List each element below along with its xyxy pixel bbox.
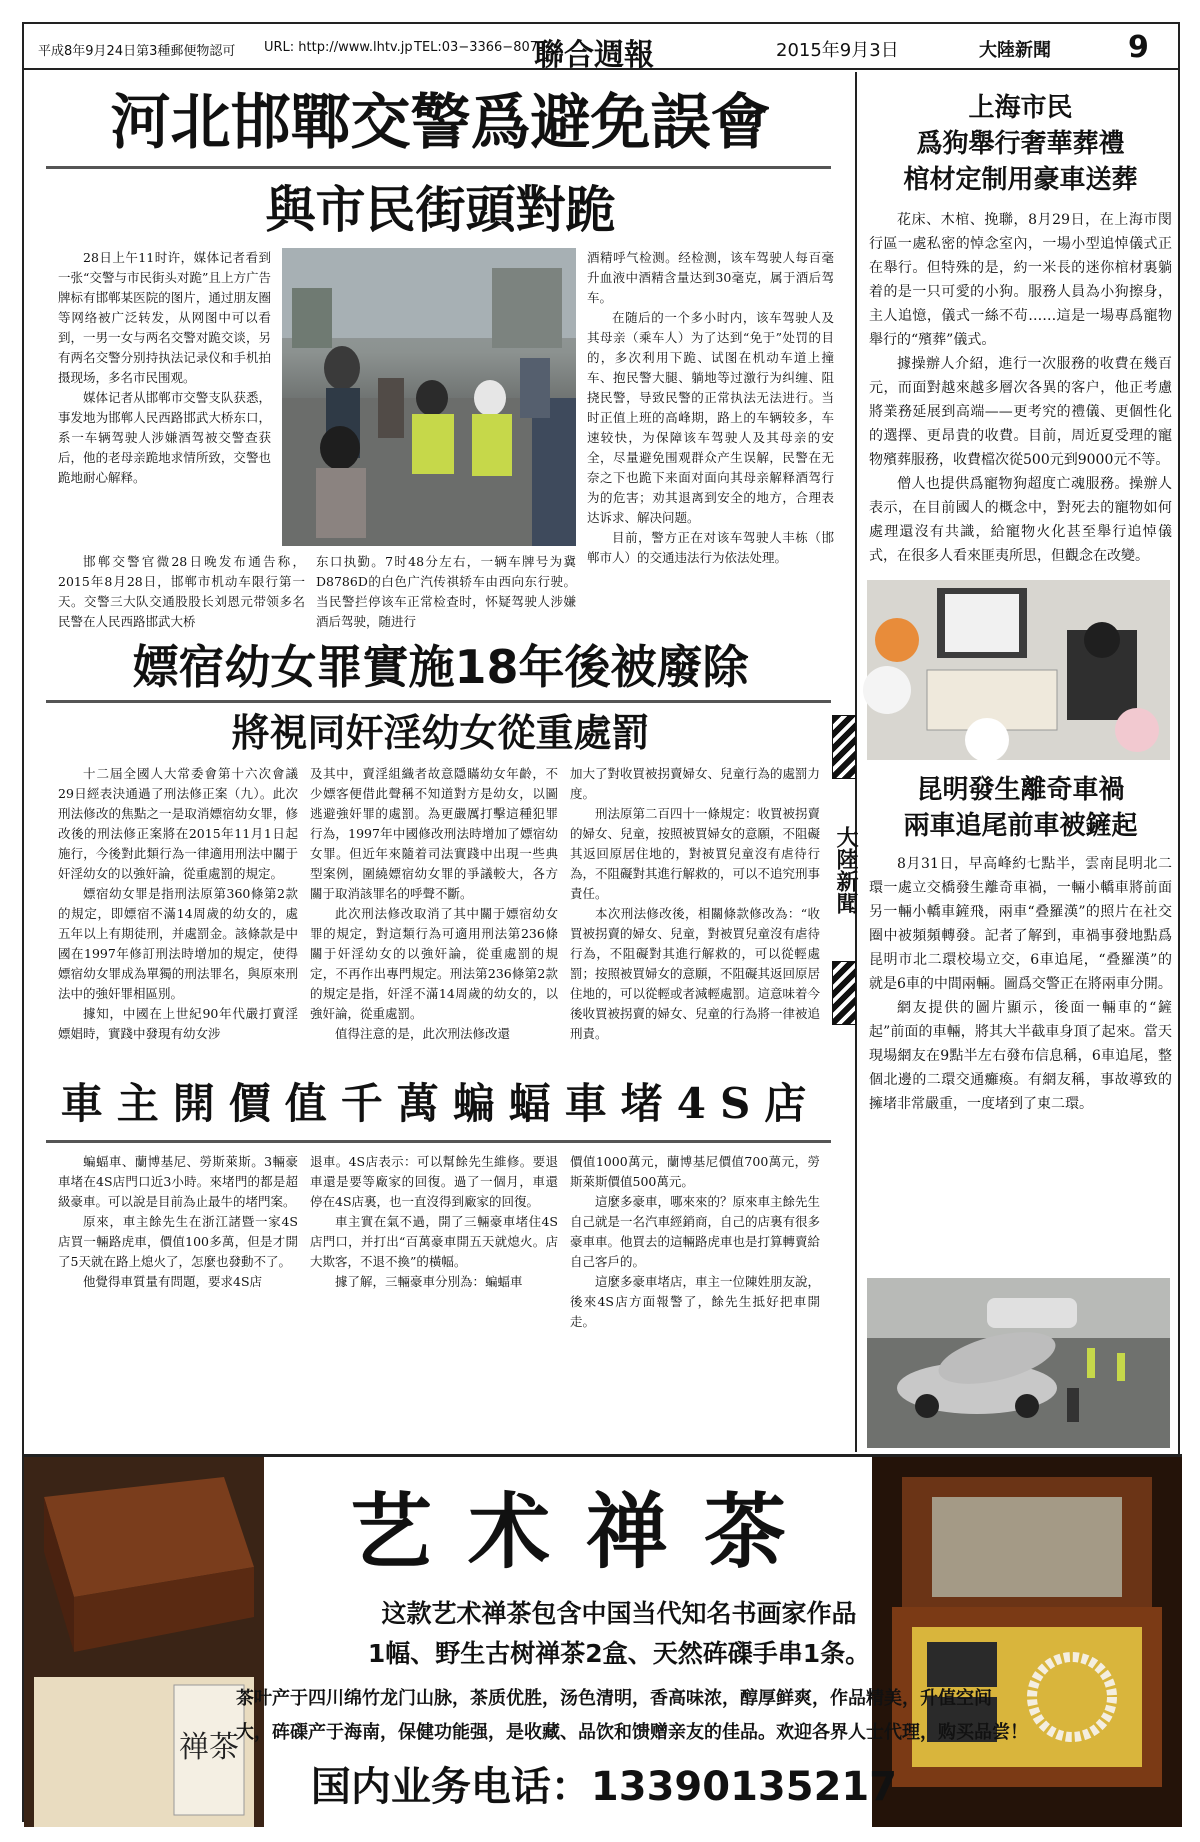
website-url[interactable]: URL: http://www.lhtv.jp — [264, 40, 413, 55]
postal-permit: 平成8年9月24日第3種郵便物認可 — [38, 44, 236, 59]
pet-funeral-illustration — [867, 580, 1170, 760]
vertical-section-text: 大陸新聞 — [833, 826, 858, 914]
ad-phone-number[interactable]: 13390135217 — [590, 1764, 898, 1810]
article2-subheadline: 將視同奸淫幼女從重處罰 — [231, 710, 650, 755]
article3-col2: 退車。4S店表示：可以幫餘先生維修。要退車還是要等廠家的回復。過了一個月，車還停在4S店裏，也一直沒得到廠家的回復。 車主實在氣不過，開了三輛豪車堵住4S店門口，并打出“百萬豪車開五天就熄火。店大欺客，不退不換”的橫幅。 據了解，三輛豪車分別為：蝙蝠車 — [310, 1154, 558, 1289]
newspaper-page — [22, 22, 1180, 1822]
side2-photo-car-crash — [867, 1278, 1170, 1448]
article1-bottom-col1: 邯郸交警官微28日晚发布通告称，2015年8月28日，邯郸市机动车限行第一天。交警三大队交通股股长刘恩元带领多名民警在人民西路邯武大桥 — [58, 554, 305, 629]
article2-headline: 嫖宿幼女罪實施18年後被廢除 — [132, 640, 749, 694]
tea-advertisement — [24, 1454, 1182, 1824]
article3-col3: 價值1000萬元，蘭博基尼價值700萬元，勞斯萊斯價值500萬元。 這麼多豪車，哪來來的？原來車主餘先生自己就是一名汽車經銷商，自己的店裏有很多豪車車。他買去的這輛路虎車也是打算轉賣給自己客戶的。 這麼多豪車堵店，車主一位陳姓朋友說，後來4S店方面報警了，餘先生抵好把車開走。 — [570, 1154, 821, 1329]
article2-col2: 及其中，賣淫組織者故意隱瞞幼女年齡，不少嫖客便借此聲稱不知道對方是幼女，以圖逃避強奸罪的處罰。為更嚴厲打擊這種犯罪行為，1997年中國修改刑法時增加了嫖宿幼女罪。但近年來隨着司法實踐中出現一些典型案例，圍繞嫖宿幼女罪的爭議較大，各方關于取消該罪名的呼聲不斷。 此次刑法修改取消了其中關于嫖宿幼女罪的規定，對這類行為可適用刑法第236條關于奸淫幼女的以強奸論，從重處罰的規定，不再作出專門規定。刑法第236條第2款的規定是指，奸淫不滿14周歲的幼女的，以強奸論，從重處罰。 值得注意的是，此次刑法修改還 — [310, 766, 558, 1041]
article1-subheadline: 與市民街頭對跪 — [265, 180, 616, 239]
ad-line-4: 大，砗磲产于海南，保健功能强，是收藏、品饮和馈赠亲友的佳品。欢迎各界人士代理，购买品尝！ — [236, 1722, 1028, 1743]
kneeling-scene-illustration — [282, 248, 576, 546]
headline-rule — [46, 700, 831, 703]
article1-photo-kneeling-police — [282, 248, 576, 546]
side-column — [859, 72, 1182, 1452]
section-name: 大陸新聞 — [979, 40, 1051, 61]
decorative-stripes — [832, 961, 856, 1025]
side1-title: 上海市民 爲狗舉行奢華葬禮 棺材定制用豪車送葬 — [903, 93, 1138, 195]
ad-line-1: 这款艺术禅茶包含中国当代知名书画家作品 — [381, 1599, 857, 1628]
side1-body: 花床、木棺、挽聯，8月29日，在上海市閔行區一處私密的悼念室內，一場小型追悼儀式正在舉行。但特殊的是，約一米長的迷你棺材裏躺着的是一只可愛的小狗。服務人員為小狗擦身，主人追憶，儀式一絲不茍……這是一場專爲寵物舉行的“殯葬”儀式。 據操辦人介紹，進行一次服務的收費在幾百元，而面對越來越多層次各異的客户，他正考慮將業務延展到高端——更考究的禮儀、更個性化的選擇、更昂貴的收費。目前，周近夏受理的寵物殯葬服務，收費檔次從500元到9000元不等。 僧人也提供爲寵物狗超度亡魂服務。操辦人表示，在目前國人的概念中，對死去的寵物如何處理還沒有共識，給寵物火化甚至舉行追悼儀式，在很多人看來匪夷所思，但觀念在改變。 — [869, 212, 1172, 564]
article3-col1: 蝙蝠車、蘭博基尼、勞斯萊斯。3輛豪車堵在4S店門口近3小時。來堵門的都是超級豪車。可以說是目前為止最牛的堵門案。 原來，車主餘先生在浙江諸暨一家4S店買一輛路虎車，價值100多萬，但是才開了5天就在路上熄火了，怎麼也發動不了。 他覺得車質量有問題，要求4S店 — [58, 1154, 298, 1289]
article3-headline: 車主開價值千萬蝙蝠車堵4S店 — [60, 1079, 821, 1128]
box-label-text: 禅茶 — [179, 1730, 239, 1765]
article2-col1: 十二屆全國人大常委會第十六次會議29日經表決通過了刑法修正案（九）。此次刑法修改的焦點之一是取消嫖宿幼女罪，修改後的刑法修正案將在2015年11月1日起施行，今後對此類行為一律適用刑法中關于奸淫幼女的以強奸論，從重處罰的規定。 嫖宿幼女罪是指刑法原第360條第2款的規定，即嫖宿不滿14周歲的幼女的，處五年以上有期徒刑，并處罰金。該條款是中國在1997年修訂刑法時增加的規定，使得嫖宿幼女罪成為單獨的刑法罪名，與原來刑法中的強奸罪相區別。 據知，中國在上世紀90年代嚴打賣淫嫖娼時，實踐中發現有幼女涉 — [58, 766, 298, 1041]
headline-rule — [46, 166, 831, 169]
headline-rule — [46, 1140, 831, 1143]
ad-wooden-box-image — [24, 1457, 264, 1827]
side1-photo-pet-funeral — [867, 580, 1170, 760]
side2-title: 昆明發生離奇車禍 兩車追尾前車被鏟起 — [903, 775, 1138, 841]
tea-box-illustration — [24, 1457, 264, 1827]
car-crash-illustration — [867, 1278, 1170, 1448]
article1-headline: 河北邯鄲交警爲避免誤會 — [110, 88, 771, 158]
page-number: 9 — [1128, 30, 1149, 65]
article1-col1: 28日上午11时许，媒体记者看到一张“交警与市民街头对跪”且上方广告牌标有邯郸某医院的图片，通过朋友圈等网络被广泛转发，从网图中可以看到，一男一女与两名交警对跪交谈，另有两名交警分别持执法记录仪和手机拍摄现场，多名市民围观。 媒体记者从邯郸市交警支队获悉，事发地为邯郸人民西路邯武大桥东口，系一车辆驾驶人涉嫌酒驾被交警查获后，他的老母亲跪地求情所致，交警也跪地耐心解释。 — [58, 250, 271, 485]
section-vertical-label — [832, 715, 856, 1045]
ad-phone — [236, 1759, 972, 1815]
ad-line-2: 1幅、野生古树禅茶2盒、天然砗磲手串1条。 — [367, 1639, 871, 1668]
decorative-stripes — [832, 715, 856, 779]
article1-col3: 酒精呼气检测。经检测，该车驾驶人每百毫升血液中酒精含量达到30毫克，属于酒后驾车。 在随后的一个多小时内，该车驾驶人及其母亲（乘车人）为了达到“免于”处罚的目的，多次利用下跪、试图在机动车道上撞车、抱民警大腿、躺地等过激行为纠缠、阻挠民警，导致民警的正常执法无法进行。当时正值上班的高峰期，路上的车辆较多，车速较快，为保障该车驾驶人及其母亲的安全，尽量避免围观群众产生误解，民警在无奈之下也跪下来面对面向其母亲解释酒驾行为的危害；劝其退离到安全的地方，合理表达诉求、解决问题。 目前，警方正在对该车驾驶人丰栋（邯郸市人）的交通违法行为依法处理。 — [587, 250, 834, 565]
paper-name: 聯合週報 — [534, 38, 654, 73]
ad-line-3: 茶叶产于四川绵竹龙门山脉，茶质优胜，汤色清明，香高味浓，醇厚鲜爽，作品精美，升值空间 — [236, 1688, 992, 1709]
ad-phone-label: 国内业务电话： — [310, 1764, 591, 1810]
article2-col3: 加大了對收買被拐賣婦女、兒童行為的處罰力度。 刑法原第二百四十一條規定：收買被拐賣的婦女、兒童，按照被買婦女的意願，不阻礙其返回原居住地的，對被買兒童沒有虐待行為，不阻礙對其進行解救的，可以不追究刑事責任。 本次刑法修改後，相關條款修改為：“收買被拐賣的婦女、兒童，對被買兒童沒有虐待行為，不阻礙對其進行解救的，可以從輕處罰；按照被買婦女的意願，不阻礙其返回原居住地的，可以從輕或者減輕處罰。這意味着今後收買被拐賣的婦女、兒童的行為將一律被追刑責。 — [570, 766, 821, 1041]
article1-bottom-col2: 东口执勤。7时48分左右，一辆车牌号为冀D8786D的白色广汽传祺轿车由西向东行驶。当民警拦停该车正常检查时，怀疑驾驶人涉嫌酒后驾驶，随进行 — [316, 554, 576, 629]
ad-title: 艺术禅茶 — [349, 1484, 822, 1580]
phone-number: TEL:03−3366−8071 — [414, 40, 547, 55]
main-column — [24, 72, 857, 1452]
issue-date: 2015年9月3日 — [776, 40, 899, 61]
masthead — [24, 24, 1178, 73]
side2-body: 8月31日，早高峰約七點半，雲南昆明北二環一處立交橋發生離奇車禍，一輛小轎車將前面另一輛小轎車鏟飛，兩車“叠羅漢”的照片在社交圈中被頻頻轉發。記者了解到，車禍事發地點爲昆明市北二環校場立交，6車追尾，“叠羅漢”的就是6車的中間兩輛。圖爲交警正在將兩車分開。 網友提供的圖片顯示，後面一輛車的“鏟起”前面的車輛，將其大半截車身頂了起來。當天現場網友在9點半左右發布信息稱，6車追尾，整個北邊的二環交通癱瘓。有網友稱，事故導致的擁堵非常嚴重，一度堵到了東二環。 — [869, 856, 1172, 1112]
